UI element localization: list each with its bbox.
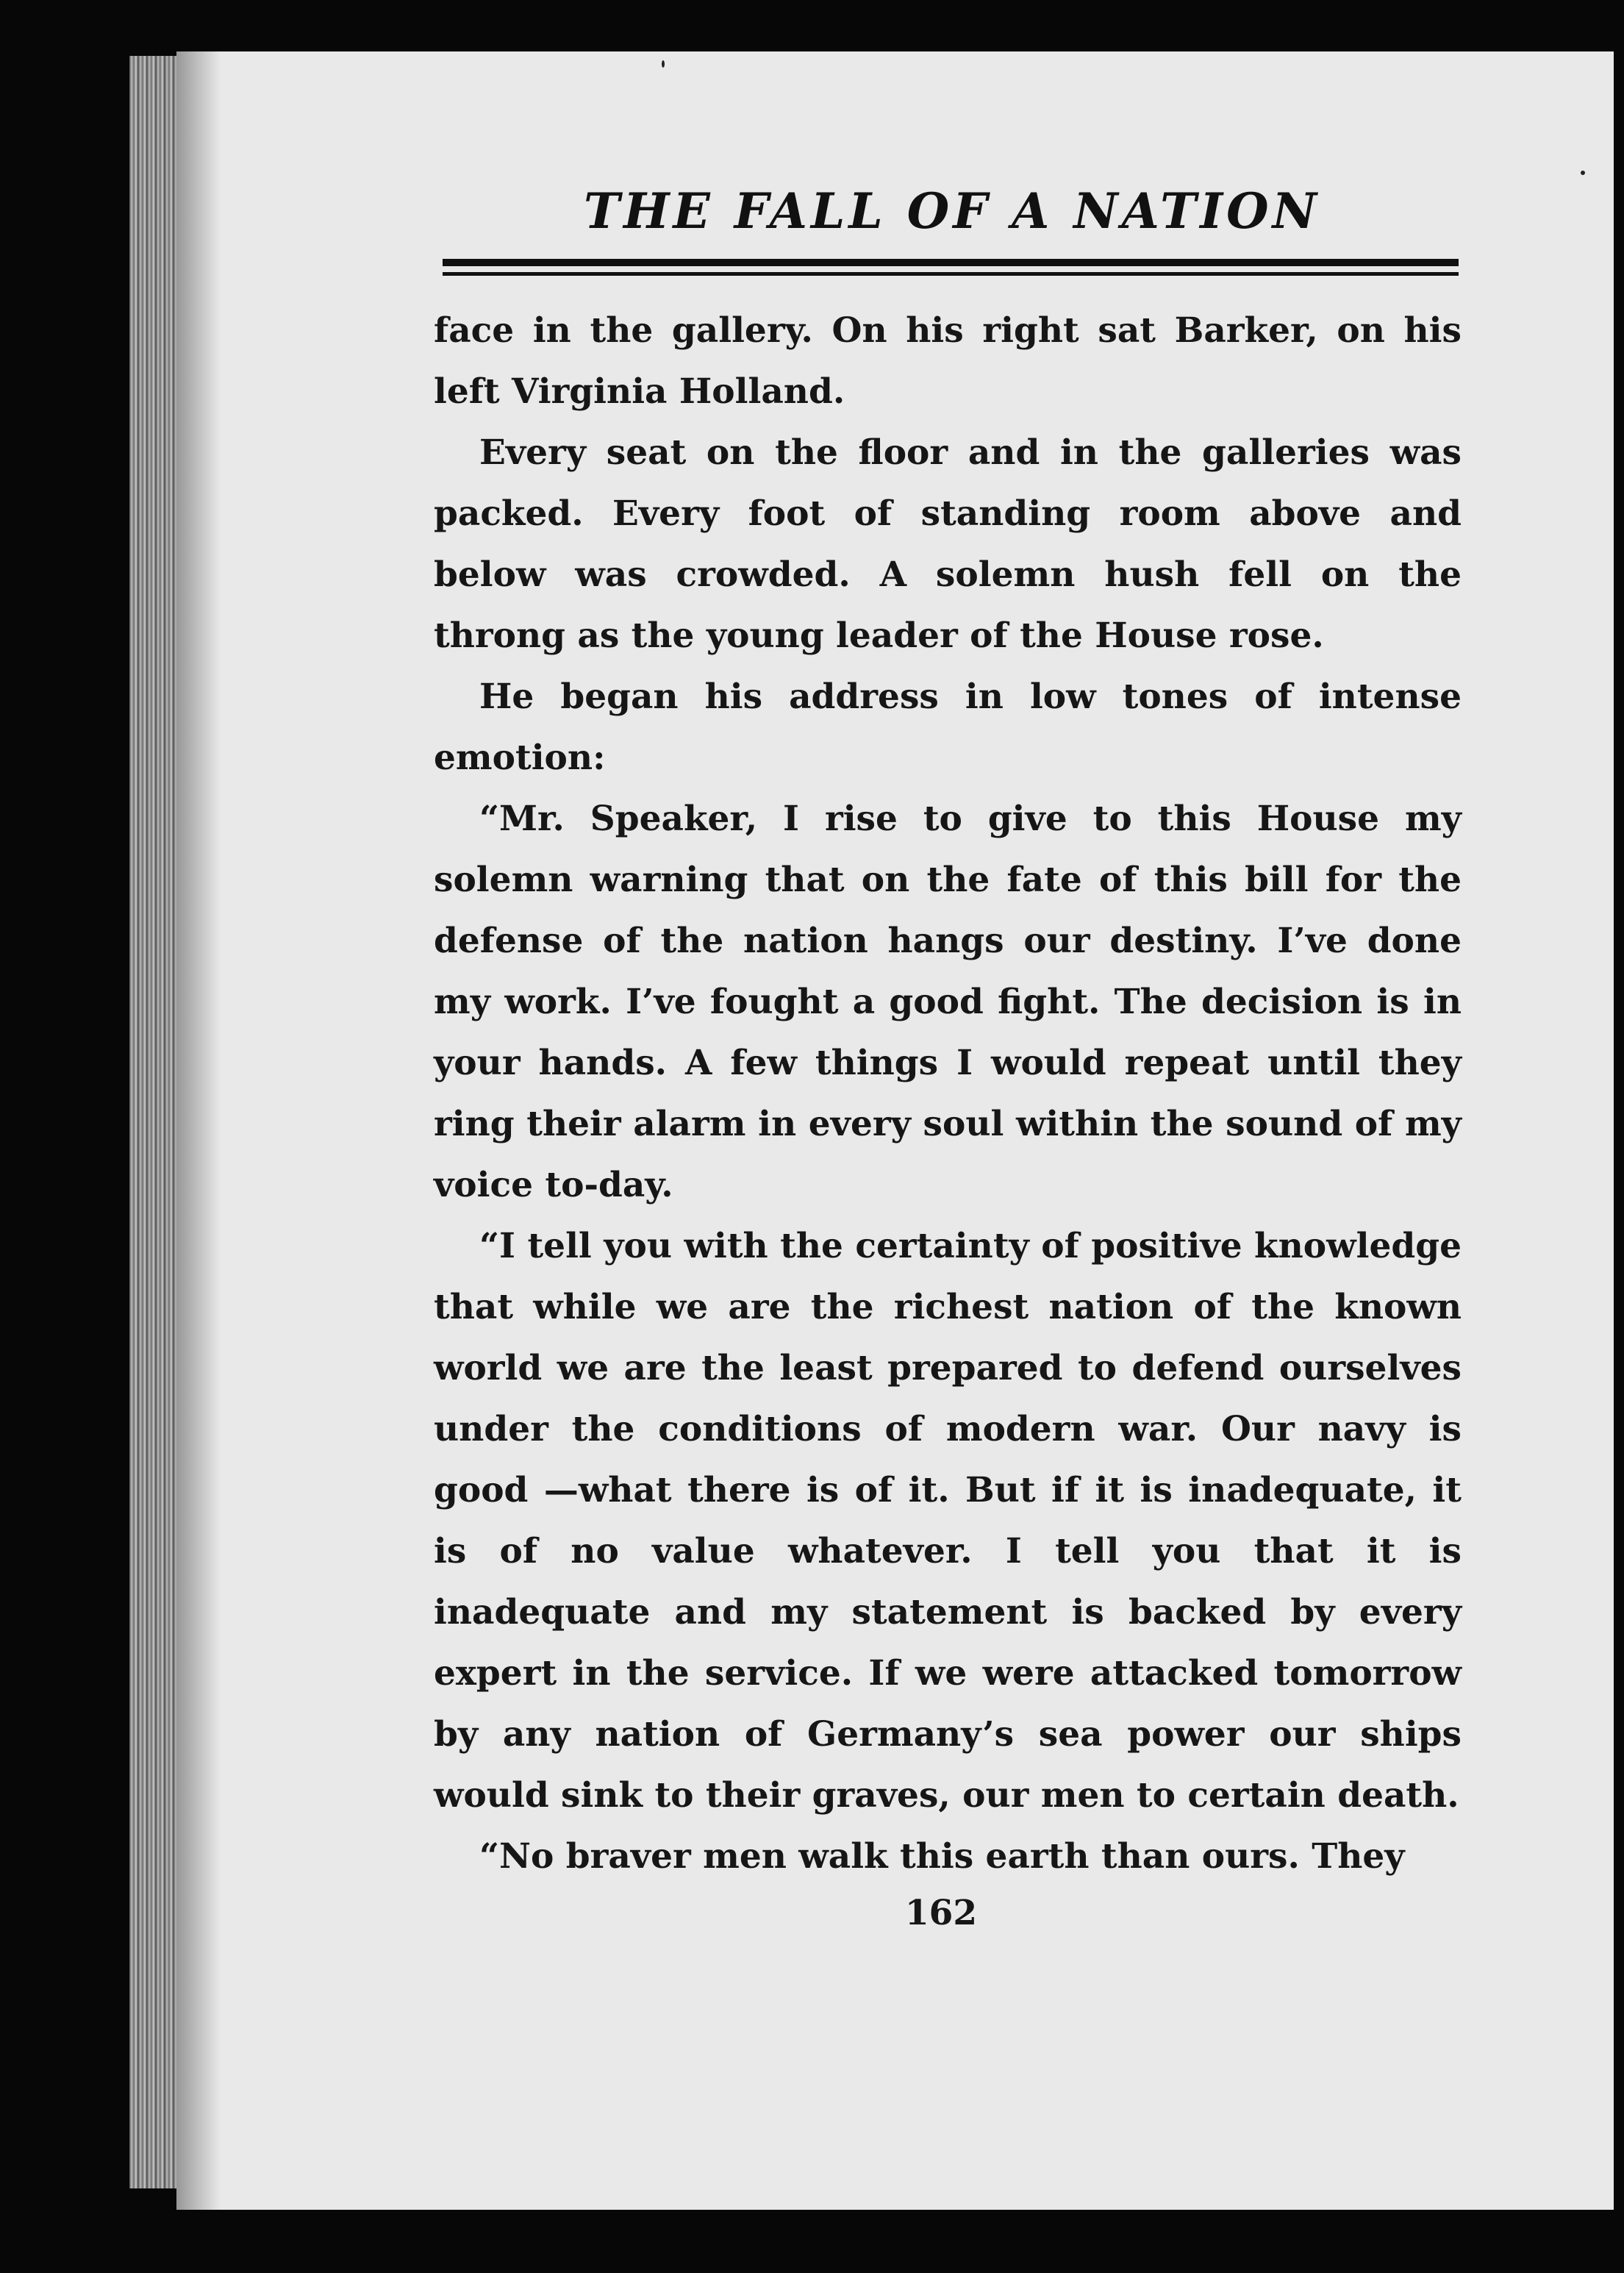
scan-speck bbox=[662, 60, 665, 68]
paragraph-4: “Mr. Speaker, I rise to give to this House my solemn warning that on the fate of this bill for the defense of the nation hangs our destiny. I’ve done my work. I’ve fought a good fight. The decision is in your hands. A few things I would repeat until they ring their alarm in every soul within the sound of my voice to-day. bbox=[434, 799, 1462, 1205]
paragraph-6: “No braver men walk this earth than ours. They bbox=[479, 1836, 1405, 1877]
paragraph-2: Every seat on the floor and in the galleries was packed. Every foot of standing room above and below was crowded. A solemn hush fell on the throng as the young leader of the House rose. bbox=[434, 432, 1462, 656]
paragraph-5: “I tell you with the certainty of positive knowledge that while we are the richest nation of the known world we are the least prepared to defend ourselves under the conditions of modern war. Our navy is good —what there is of it. But if it is inadequate, it is of no value whatever. I tell you that it is inadequate and my statement is backed by every expert in the service. If we were attacked tomorrow by any nation of Germany’s sea power our ships would sink to their graves, our men to certain death. bbox=[434, 1226, 1462, 1816]
running-head: THE FALL OF A NATION bbox=[584, 182, 1320, 240]
paragraph-3: He began his address in low tones of intense emotion: bbox=[434, 677, 1462, 778]
gutter-shadow bbox=[176, 51, 221, 2210]
header-rule-thick bbox=[443, 259, 1459, 266]
header-rule-thin bbox=[443, 272, 1459, 276]
paragraph-1: face in the gallery. On his right sat Barker, on his left Virginia Holland. bbox=[434, 310, 1462, 412]
page-number: 162 bbox=[904, 1893, 978, 1933]
body-text bbox=[434, 300, 1462, 1887]
scan-speck bbox=[1581, 171, 1585, 175]
